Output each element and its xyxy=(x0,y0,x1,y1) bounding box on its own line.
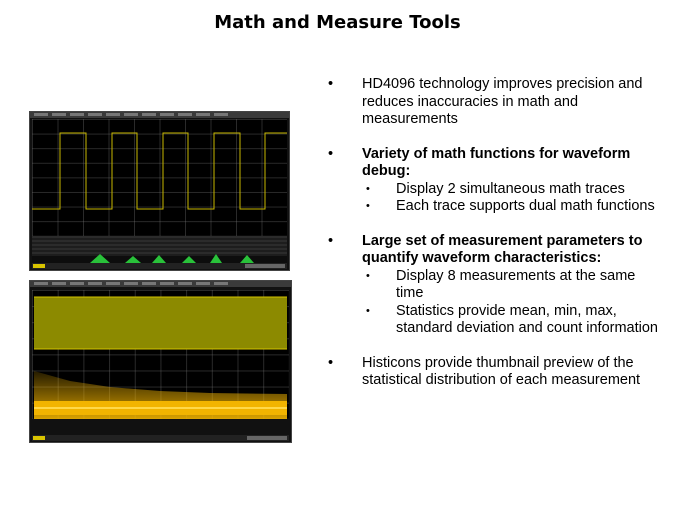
sub-bullet-marker: • xyxy=(366,304,370,317)
sub-bullet-marker: • xyxy=(366,182,370,195)
sub-bullet-text: Display 2 simultaneous math traces xyxy=(396,180,625,197)
timebase-info xyxy=(245,264,285,268)
oscilloscope-screenshot-math-trace xyxy=(29,280,292,443)
sub-bullet-marker: • xyxy=(366,269,370,282)
sub-bullet-marker: • xyxy=(366,200,370,212)
bullet-marker: • xyxy=(328,76,334,92)
bullet-list xyxy=(326,76,666,407)
noise-signal-trace xyxy=(30,281,291,442)
bullet-text: HD4096 technology improves precision and reduces inaccuracies in math and measurements xyxy=(362,76,643,127)
sub-bullet xyxy=(326,303,666,338)
sub-bullet-text: Each trace supports dual math functions xyxy=(396,198,655,214)
bullet-marker: • xyxy=(328,354,334,371)
bullet-histicons xyxy=(326,355,666,390)
timebase-info xyxy=(247,436,287,440)
bullet-text: Large set of measurement parameters to quantify waveform characteristics: xyxy=(362,232,643,266)
sub-bullet xyxy=(326,198,666,216)
sub-bullet-text: Display 8 measurements at the same time xyxy=(396,267,636,301)
sub-bullet xyxy=(326,181,666,199)
slide-title: Math and Measure Tools xyxy=(214,12,461,33)
scope-status-bar xyxy=(32,263,287,269)
sub-bullet-text: Statistics provide mean, min, max, standard deviation and count information xyxy=(396,302,658,336)
scope-status-bar xyxy=(32,435,289,441)
bullet-marker: • xyxy=(328,232,334,249)
sub-bullet xyxy=(326,268,666,303)
bullet-text: Histicons provide thumbnail preview of the statistical distribution of each measurement xyxy=(362,354,641,388)
bullet-marker: • xyxy=(328,145,334,162)
histicons xyxy=(30,112,289,270)
channel-indicator xyxy=(33,436,45,440)
bullet-math-functions xyxy=(326,146,666,216)
bullet-text: Variety of math functions for waveform debug: xyxy=(362,145,631,179)
channel-indicator xyxy=(33,264,45,268)
oscilloscope-screenshot-square-wave xyxy=(29,111,290,271)
bullet-measurement-parameters xyxy=(326,233,666,338)
bullet-hd4096 xyxy=(326,76,666,129)
